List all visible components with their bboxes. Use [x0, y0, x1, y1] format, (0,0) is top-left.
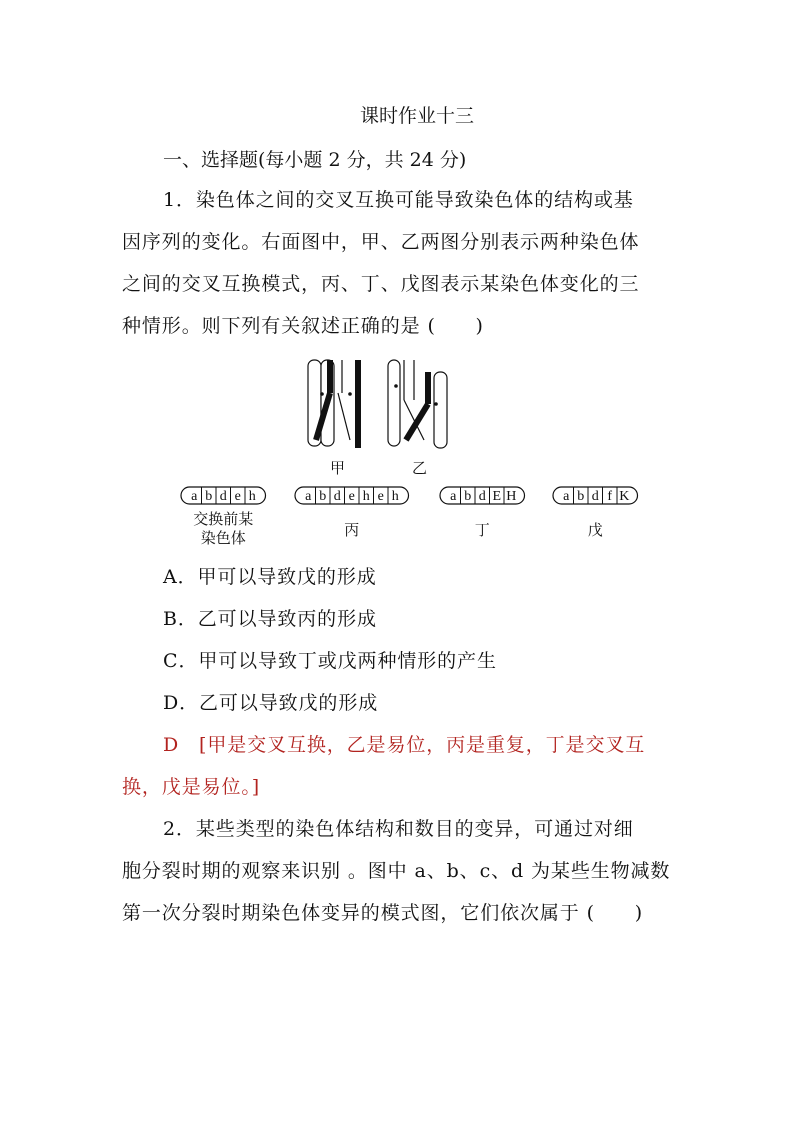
gene-bar-3 [440, 487, 525, 539]
gene-bar-caption: 染色体 [200, 529, 246, 547]
gene-bar-caption: 丙 [344, 521, 360, 539]
q1-line-1: 1．染色体之间的交叉互换可能导致染色体的结构或基 [163, 189, 634, 211]
gene-label: a [305, 489, 312, 504]
option-a: A．甲可以导致戊的形成 [163, 566, 377, 588]
option-d: D．乙可以导致戊的形成 [163, 692, 379, 714]
q2-line-1: 2．某些类型的染色体结构和数目的变异，可通过对细 [163, 818, 634, 840]
gene-label: d [219, 489, 227, 504]
gene-label: e [377, 489, 384, 504]
page-title: 课时作业十三 [359, 105, 474, 127]
gene-bar-caption: 戊 [587, 521, 603, 539]
gene-label: f [607, 489, 613, 504]
q1-line-4: 种情形。则下列有关叙述正确的是 ( ) [122, 315, 484, 337]
yi-label: 乙 [412, 459, 428, 477]
gene-label: e [234, 489, 241, 504]
gene-label: b [319, 489, 327, 504]
q2-line-2: 胞分裂时期的观察来识别 。图中 a、b、c、d 为某些生物减数 [122, 860, 671, 882]
q1-line-3: 之间的交叉互换模式，丙、丁、戊图表示某染色体变化的三 [122, 273, 640, 295]
gene-label: e [348, 489, 355, 504]
gene-label: a [191, 489, 198, 504]
q1-line-2: 因序列的变化。右面图中，甲、乙两图分别表示两种染色体 [122, 231, 640, 253]
gene-label: d [333, 489, 341, 504]
gene-bar-2 [295, 487, 409, 539]
gene-label: b [464, 489, 472, 504]
q1-answer-line-1: D [甲是交叉互换，乙是易位，丙是重复，丁是交叉互 [163, 734, 646, 756]
q1-answer-line-2: 换，戊是易位。] [122, 776, 261, 798]
option-b: B．乙可以导致丙的形成 [163, 608, 377, 630]
option-c: C．甲可以导致丁或戊两种情形的产生 [163, 650, 497, 672]
gene-label: H [506, 489, 517, 504]
chromosome-figure [178, 355, 678, 550]
gene-bar-1 [181, 487, 266, 547]
gene-bars [181, 487, 638, 547]
gene-label: E [492, 489, 502, 504]
jia-label: 甲 [330, 459, 346, 477]
gene-label: K [619, 489, 630, 504]
gene-label: h [362, 489, 370, 504]
gene-label: a [563, 489, 570, 504]
crossover-diagram-yi [388, 360, 447, 477]
gene-label: d [591, 489, 599, 504]
gene-label: h [248, 489, 256, 504]
gene-label: b [205, 489, 213, 504]
crossover-diagram-jia [308, 360, 358, 477]
gene-bar-caption: 丁 [474, 521, 490, 539]
q2-line-3: 第一次分裂时期染色体变异的模式图，它们依次属于 ( ) [122, 902, 644, 924]
gene-label: a [450, 489, 457, 504]
gene-label: d [478, 489, 486, 504]
gene-label: h [391, 489, 399, 504]
gene-label: b [577, 489, 585, 504]
gene-bar-caption: 交换前某 [193, 510, 254, 528]
gene-bar-4 [553, 487, 638, 539]
section-heading: 一、选择题(每小题 2 分，共 24 分) [163, 149, 467, 171]
